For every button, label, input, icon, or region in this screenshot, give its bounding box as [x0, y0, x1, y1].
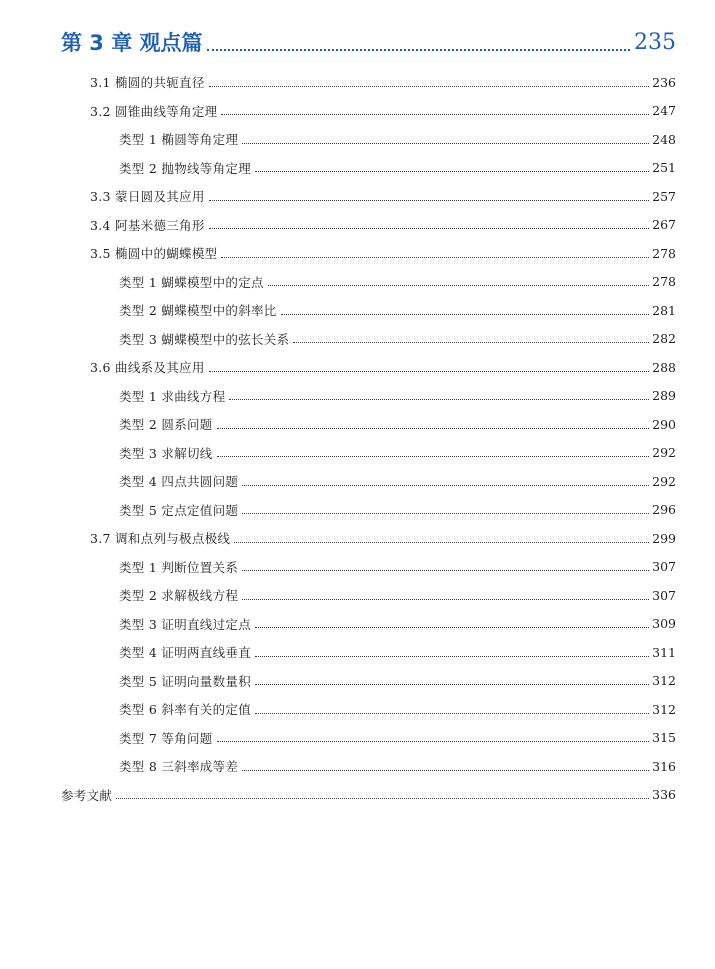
toc-section-entry[interactable]	[61, 353, 676, 382]
toc-entry-label: 类型 5 定点定值问题	[119, 502, 239, 518]
chapter-heading	[61, 18, 676, 54]
toc-entry-page-number: 311	[652, 644, 676, 660]
toc-subentry[interactable]	[61, 410, 676, 439]
dot-leader	[116, 798, 649, 799]
toc-subentry[interactable]	[61, 610, 676, 639]
toc-entry-label: 3.1 椭圆的共轭直径	[90, 75, 205, 91]
toc-entry-label: 类型 2 抛物线等角定理	[119, 160, 251, 176]
toc-section-entry[interactable]	[61, 68, 676, 97]
chapter-page-number: 235	[634, 30, 676, 55]
toc-entry-label: 3.4 阿基米德三角形	[90, 217, 205, 233]
toc-entry-label: 3.3 蒙日圆及其应用	[90, 189, 205, 205]
dot-leader	[242, 485, 649, 486]
dot-leader	[209, 228, 649, 229]
dot-leader	[242, 513, 649, 514]
toc-entry-label: 类型 5 证明向量数量积	[119, 673, 251, 689]
dot-leader	[281, 314, 650, 315]
toc-entry-page-number: 312	[652, 673, 676, 689]
toc-entry-label: 3.5 椭圆中的蝴蝶模型	[90, 246, 218, 262]
dot-leader	[293, 342, 649, 343]
toc-subentry[interactable]	[61, 154, 676, 183]
chapter-dot-leader	[207, 48, 630, 51]
dot-leader	[209, 200, 649, 201]
toc-entry-label: 类型 8 三斜率成等差	[119, 759, 239, 775]
toc-subentry[interactable]	[61, 581, 676, 610]
toc-entry-label: 3.6 曲线系及其应用	[90, 360, 205, 376]
toc-subentry[interactable]	[61, 638, 676, 667]
toc-entry-page-number: 288	[652, 359, 676, 375]
toc-subentry[interactable]	[61, 296, 676, 325]
toc-entry-page-number: 292	[652, 473, 676, 489]
toc-entry-page-number: 316	[652, 758, 676, 774]
toc-subentry[interactable]	[61, 467, 676, 496]
toc-entry-page-number: 278	[652, 274, 676, 290]
toc-subentry[interactable]	[61, 439, 676, 468]
dot-leader	[221, 257, 649, 258]
toc-subentry[interactable]	[61, 752, 676, 781]
chapter-title: 第 3 章 观点篇	[61, 31, 203, 55]
dot-leader	[217, 428, 650, 429]
dot-leader	[242, 143, 649, 144]
toc-subentry[interactable]	[61, 695, 676, 724]
toc-references-entry[interactable]	[61, 781, 676, 810]
dot-leader	[217, 741, 650, 742]
dot-leader	[255, 713, 649, 714]
toc-entry-label: 类型 3 蝴蝶模型中的弦长关系	[119, 331, 290, 347]
dot-leader	[209, 86, 649, 87]
table-of-contents	[61, 68, 676, 809]
toc-subentry[interactable]	[61, 667, 676, 696]
toc-entry-label: 类型 2 求解极线方程	[119, 588, 239, 604]
toc-entry-page-number: 251	[652, 160, 676, 176]
toc-entry-page-number: 307	[652, 559, 676, 575]
toc-entry-label: 类型 1 椭圆等角定理	[119, 132, 239, 148]
dot-leader	[242, 599, 649, 600]
toc-subentry[interactable]	[61, 268, 676, 297]
toc-entry-label: 参考文献	[61, 787, 113, 803]
toc-entry-label: 类型 4 四点共圆问题	[119, 474, 239, 490]
toc-entry-label: 类型 7 等角问题	[119, 730, 213, 746]
toc-entry-label: 类型 3 证明直线过定点	[119, 616, 251, 632]
toc-section-entry[interactable]	[61, 97, 676, 126]
dot-leader	[242, 570, 649, 571]
dot-leader	[234, 542, 649, 543]
toc-entry-page-number: 267	[652, 217, 676, 233]
dot-leader	[209, 371, 649, 372]
toc-entry-page-number: 282	[652, 331, 676, 347]
toc-subentry[interactable]	[61, 724, 676, 753]
toc-subentry[interactable]	[61, 325, 676, 354]
toc-entry-label: 类型 4 证明两直线垂直	[119, 645, 251, 661]
toc-entry-label: 类型 1 判断位置关系	[119, 559, 239, 575]
toc-entry-label: 类型 2 圆系问题	[119, 417, 213, 433]
toc-entry-label: 类型 2 蝴蝶模型中的斜率比	[119, 303, 277, 319]
toc-section-entry[interactable]	[61, 239, 676, 268]
toc-entry-page-number: 289	[652, 388, 676, 404]
toc-entry-page-number: 278	[652, 245, 676, 261]
dot-leader	[229, 399, 649, 400]
toc-section-entry[interactable]	[61, 524, 676, 553]
toc-entry-page-number: 296	[652, 502, 676, 518]
toc-section-entry[interactable]	[61, 211, 676, 240]
toc-subentry[interactable]	[61, 553, 676, 582]
toc-entry-page-number: 236	[652, 74, 676, 90]
toc-section-entry[interactable]	[61, 182, 676, 211]
toc-entry-page-number: 309	[652, 616, 676, 632]
dot-leader	[255, 627, 649, 628]
toc-entry-page-number: 299	[652, 530, 676, 546]
toc-entry-page-number: 257	[652, 188, 676, 204]
dot-leader	[217, 456, 650, 457]
toc-entry-label: 3.7 调和点列与极点极线	[90, 531, 231, 547]
toc-entry-label: 类型 3 求解切线	[119, 445, 213, 461]
dot-leader	[242, 770, 649, 771]
toc-entry-page-number: 315	[652, 730, 676, 746]
toc-entry-label: 3.2 圆锥曲线等角定理	[90, 103, 218, 119]
toc-subentry[interactable]	[61, 496, 676, 525]
toc-entry-page-number: 248	[652, 131, 676, 147]
toc-entry-page-number: 292	[652, 445, 676, 461]
dot-leader	[255, 171, 649, 172]
toc-entry-label: 类型 1 求曲线方程	[119, 388, 226, 404]
dot-leader	[255, 656, 649, 657]
toc-entry-page-number: 290	[652, 416, 676, 432]
toc-subentry[interactable]	[61, 125, 676, 154]
toc-entry-label: 类型 6 斜率有关的定值	[119, 702, 251, 718]
toc-entry-page-number: 307	[652, 587, 676, 603]
toc-entry-page-number: 336	[652, 787, 676, 803]
dot-leader	[255, 684, 649, 685]
toc-entry-label: 类型 1 蝴蝶模型中的定点	[119, 274, 264, 290]
toc-entry-page-number: 312	[652, 701, 676, 717]
dot-leader	[221, 114, 649, 115]
toc-entry-page-number: 247	[652, 103, 676, 119]
dot-leader	[268, 285, 649, 286]
toc-entry-page-number: 281	[652, 302, 676, 318]
toc-subentry[interactable]	[61, 382, 676, 411]
